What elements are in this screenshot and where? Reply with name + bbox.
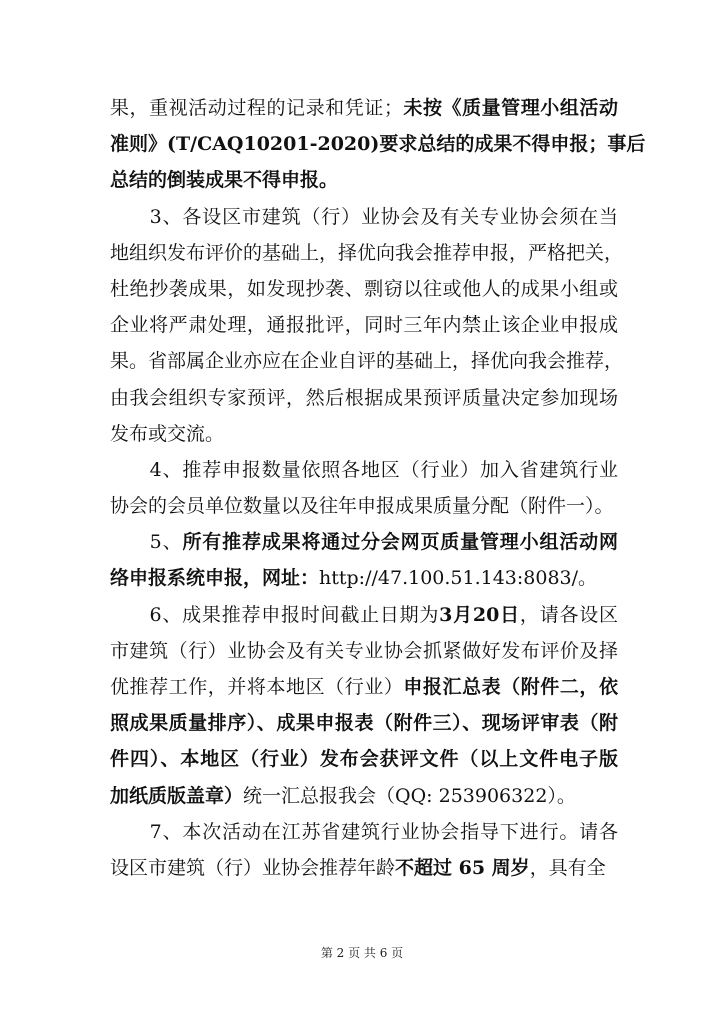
- text-run: 优推荐工作，并将本地区（行业）: [110, 676, 404, 698]
- text-run: 设区市建筑（行）业协会推荐年龄: [110, 856, 396, 879]
- text-line: [110, 271, 618, 307]
- text-line: [110, 741, 618, 777]
- bold-text-run: 未按《质量管理小组活动: [402, 97, 618, 119]
- bold-text-run: 不超过 65 周岁: [395, 856, 530, 879]
- text-line: [110, 778, 618, 814]
- text-line: [110, 199, 618, 235]
- bold-text-run: 3月20日: [439, 603, 520, 626]
- page-number-footer: 第 2 页 共 6 页: [320, 946, 404, 960]
- paragraph: [110, 452, 618, 524]
- text-line: [110, 380, 618, 416]
- text-run: 杜绝抄袭成果，如发现抄袭、剽窃以往或他人的成果小组或: [110, 277, 618, 300]
- text-run: 4、推荐申报数量依照各地区（行业）加入省建筑行业: [110, 458, 618, 481]
- paragraph: [110, 199, 624, 452]
- text-line: [110, 162, 618, 198]
- bold-text-run: 准则》(T/CAQ10201-2020)要求总结的成果不得申报；事后: [110, 133, 646, 156]
- bold-text-run: 络申报系统申报，网址：: [110, 567, 320, 590]
- text-run: 5、: [110, 531, 183, 554]
- text-run: 果，重视活动过程的记录和凭证；: [110, 97, 403, 119]
- text-line: [110, 343, 624, 379]
- bold-text-run: 所有推荐成果将通过分会网页质量管理小组活动网: [182, 531, 618, 554]
- text-line: [110, 850, 618, 886]
- text-run: 由我会组织专家预评，然后根据成果预评质量决定参加现场: [110, 386, 618, 409]
- text-run: 企业将严肃处理，通报批评，同时三年内禁止该企业申报成: [110, 314, 618, 337]
- document-body: [110, 90, 646, 886]
- text-run: 发布或交流。: [110, 422, 225, 445]
- text-line: [110, 307, 618, 343]
- bold-text-run: 件四）、本地区（行业）发布会获评文件（以上文件电子版: [110, 748, 618, 771]
- text-line: [110, 235, 624, 271]
- paragraph: [110, 524, 618, 596]
- text-line: [110, 669, 618, 705]
- bold-text-run: 加纸质版盖章）: [110, 784, 244, 807]
- text-run: 6、成果推荐申报时间截止日期为: [110, 603, 440, 626]
- text-line: [110, 633, 618, 669]
- text-line: [110, 814, 618, 850]
- text-run: 3、各设区市建筑（行）业协会及有关专业协会须在当: [110, 205, 618, 228]
- text-line: [110, 560, 618, 596]
- paragraph: [110, 90, 646, 199]
- text-line: [110, 126, 646, 162]
- paragraph: [110, 597, 618, 814]
- text-run: 果。省部属企业亦应在企业自评的基础上，择优向我会推荐，: [110, 350, 624, 373]
- text-line: [110, 416, 618, 452]
- text-line: [110, 524, 618, 560]
- paragraph: [110, 814, 618, 886]
- bold-text-run: 申报汇总表（附件二，依: [403, 676, 618, 698]
- text-line: [110, 90, 618, 126]
- text-run: 市建筑（行）业协会及有关专业协会抓紧做好发布评价及择: [110, 639, 618, 662]
- text-run: ，具有全: [529, 856, 606, 879]
- text-line: [110, 452, 618, 488]
- text-line: [110, 488, 618, 524]
- text-run: 地组织发布评价的基础上，择优向我会推荐申报，严格把关，: [110, 241, 624, 264]
- text-run: 协会的会员单位数量以及往年申报成果质量分配（附件一）。: [110, 495, 614, 518]
- text-line: [110, 705, 618, 741]
- bold-text-run: 照成果质量排序）、成果申报表（附件三）、现场评审表（附: [110, 712, 618, 735]
- text-run: 7、本次活动在江苏省建筑行业协会指导下进行。请各: [110, 820, 618, 843]
- text-line: [110, 597, 618, 633]
- text-run: http://47.100.51.143:8083/。: [319, 567, 598, 590]
- text-run: ，请各设区: [519, 603, 618, 626]
- bold-text-run: 总结的倒装成果不得申报。: [110, 169, 339, 192]
- text-run: 统一汇总报我会（QQ: 253906322）。: [243, 784, 576, 807]
